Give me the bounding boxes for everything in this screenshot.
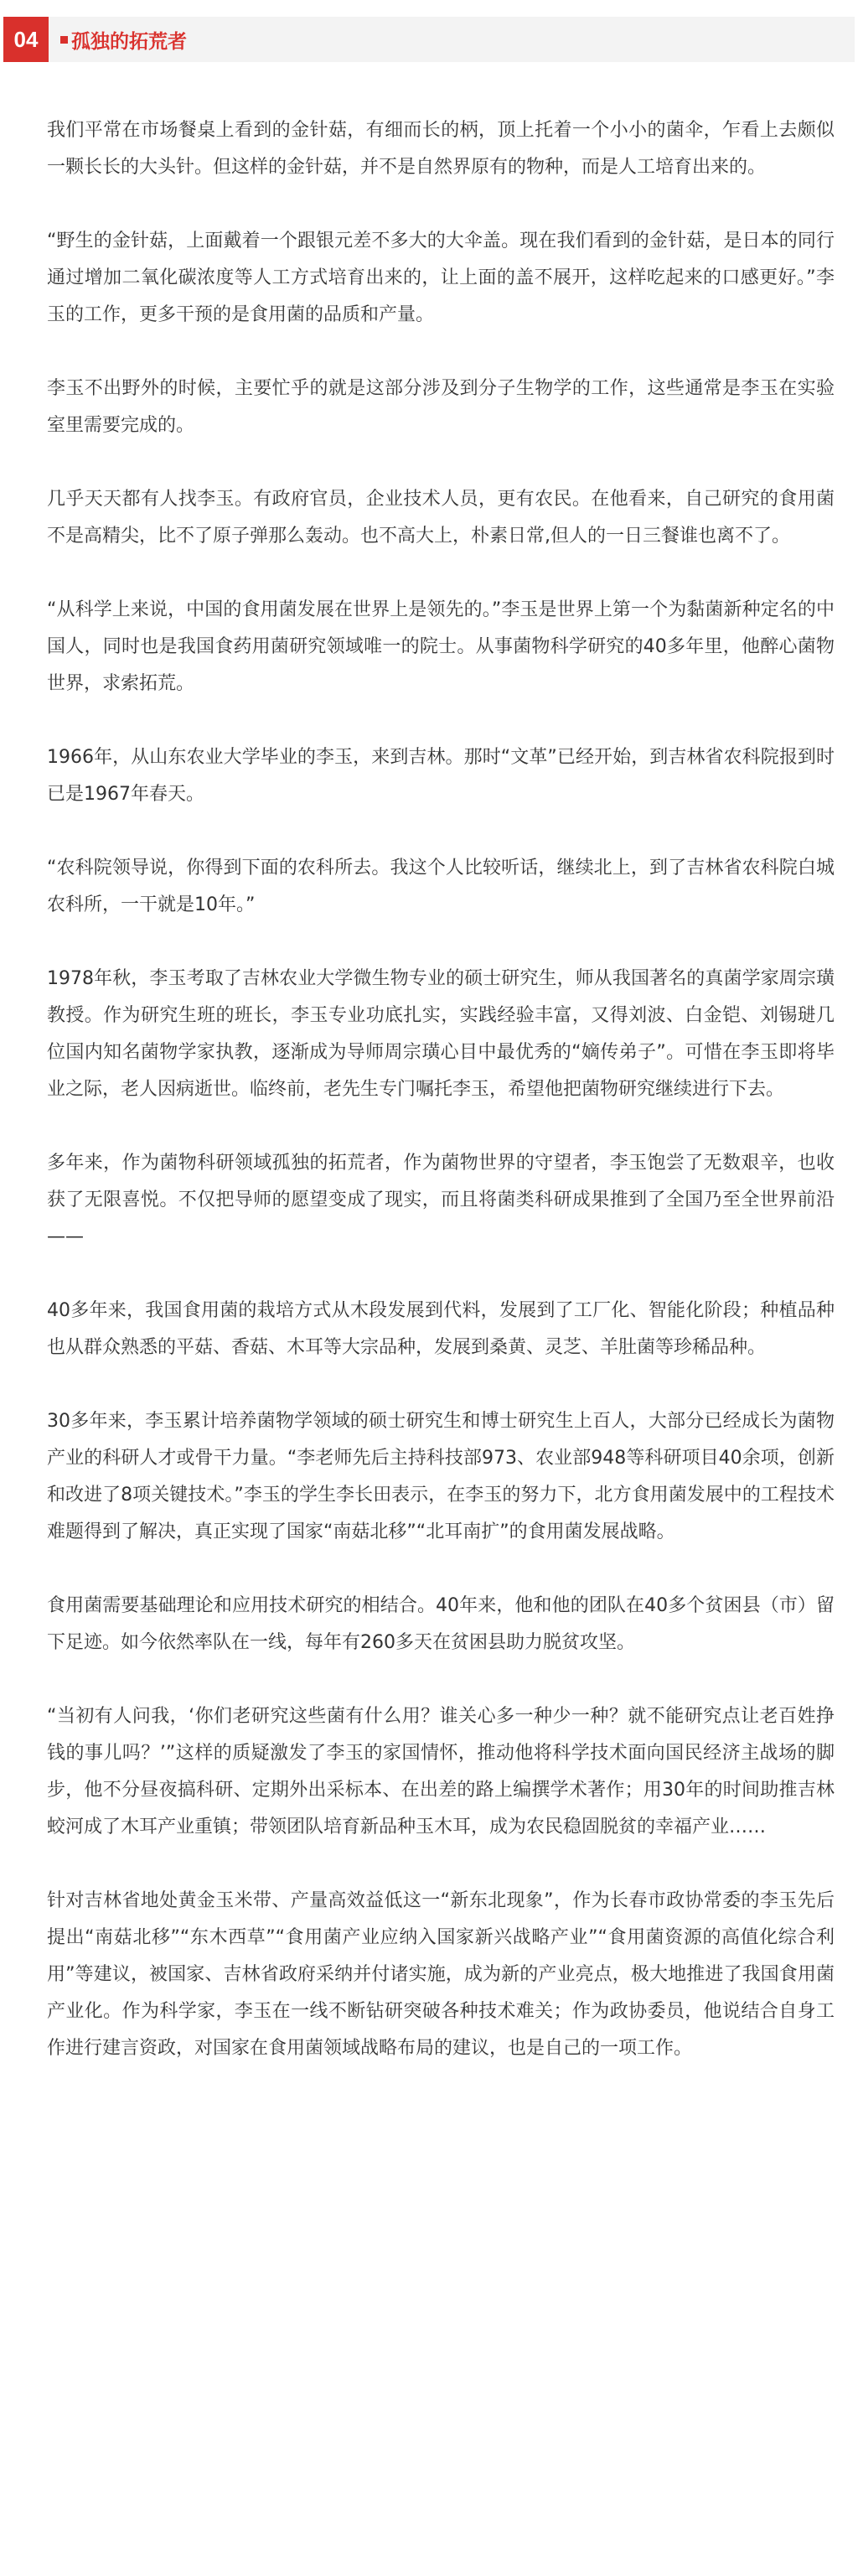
square-bullet-icon <box>60 36 68 44</box>
section-title: 孤独的拓荒者 <box>71 30 187 53</box>
paragraph: 30多年来，李玉累计培养菌物学领域的硕士研究生和博士研究生上百人，大部分已经成长为菌物产业的科研人才或骨干力量。“李老师先后主持科技部973、农业部948等科研项目40余项，创新和改进了8项关键技术。”李玉的学生李长田表示，在李玉的努力下，北方食用菌发展中的工程技术难题得到了解决，真正实现了国家“南菇北移”“北耳南扩”的食用菌发展战略。 <box>47 1411 835 1542</box>
paragraph: 我们平常在市场餐桌上看到的金针菇，有细而长的柄，顶上托着一个小小的菌伞，乍看上去颇似一颗长长的大头针。但这样的金针菇，并不是自然界原有的物种，而是人工培育出来的。 <box>47 120 835 178</box>
paragraph: 几乎天天都有人找李玉。有政府官员，企业技术人员，更有农民。在他看来，自己研究的食用菌不是高精尖，比不了原子弹那么轰动。也不高大上，朴素日常,但人的一日三餐谁也离不了。 <box>47 489 835 547</box>
paragraph: “从科学上来说，中国的食用菌发展在世界上是领先的。”李玉是世界上第一个为黏菌新种定名的中国人，同时也是我国食药用菌研究领域唯一的院士。从事菌物科学研究的40多年里，他醉心菌物世界，求索拓荒。 <box>47 599 835 694</box>
paragraph: 1966年，从山东农业大学毕业的李玉，来到吉林。那时“文革”已经开始，到吉林省农科院报到时已是1967年春天。 <box>47 747 835 805</box>
paragraph: 针对吉林省地处黄金玉米带、产量高效益低这一“新东北现象”，作为长春市政协常委的李玉先后提出“南菇北移”“东木西草”“食用菌产业应纳入国家新兴战略产业”“食用菌资源的高值化综合利用”等建议，被国家、吉林省政府采纳并付诸实施，成为新的产业亮点，极大地推进了我国食用菌产业化。作为科学家，李玉在一线不断钻研突破各种技术难关；作为政协委员，他说结合自身工作进行建言资政，对国家在食用菌领域战略布局的建议，也是自己的一项工作。 <box>47 1890 835 2059</box>
paragraph: 李玉不出野外的时候，主要忙乎的就是这部分涉及到分子生物学的工作，这些通常是李玉在实验室里需要完成的。 <box>47 378 835 436</box>
paragraph: “野生的金针菇，上面戴着一个跟银元差不多大的大伞盖。现在我们看到的金针菇，是日本的同行通过增加二氧化碳浓度等人工方式培育出来的，让上面的盖不展开，这样吃起来的口感更好。”李玉的工作，更多干预的是食用菌的品质和产量。 <box>47 231 835 325</box>
paragraph: “当初有人问我，‘你们老研究这些菌有什么用？谁关心多一种少一种？就不能研究点让老百姓挣钱的事儿吗？’”这样的质疑激发了李玉的家国情怀，推动他将科学技术面向国民经济主战场的脚步，他不分昼夜搞科研、定期外出采标本、在出差的路上编撰学术著作；用30年的时间助推吉林蛟河成了木耳产业重镇；带领团队培育新品种玉木耳，成为农民稳固脱贫的幸福产业…… <box>47 1706 835 1837</box>
paragraph: 1978年秋，李玉考取了吉林农业大学微生物专业的硕士研究生，师从我国著名的真菌学家周宗璜教授。作为研究生班的班长，李玉专业功底扎实，实践经验丰富，又得刘波、白金铠、刘锡琎几位国内知名菌物学家执教，逐渐成为导师周宗璜心目中最优秀的“嫡传弟子”。可惜在李玉即将毕业之际，老人因病逝世。临终前，老先生专门嘱托李玉，希望他把菌物研究继续进行下去。 <box>47 968 835 1100</box>
paragraph: 40多年来，我国食用菌的栽培方式从木段发展到代料，发展到了工厂化、智能化阶段；种植品种也从群众熟悉的平菇、香菇、木耳等大宗品种，发展到桑黄、灵芝、羊肚菌等珍稀品种。 <box>47 1300 835 1358</box>
section-header <box>3 17 855 62</box>
paragraph: 食用菌需要基础理论和应用技术研究的相结合。40年来，他和他的团队在40多个贫困县（市）留下足迹。如今依然率队在一线，每年有260多天在贫困县助力脱贫攻坚。 <box>47 1595 835 1653</box>
paragraph: “农科院领导说，你得到下面的农科所去。我这个人比较听话，继续北上，到了吉林省农科院白城农科所，一干就是10年。” <box>47 858 835 915</box>
section-number-badge: 04 <box>3 17 49 62</box>
article-page <box>0 17 858 2576</box>
article-body <box>3 62 855 2067</box>
paragraph: 多年来，作为菌物科研领域孤独的拓荒者，作为菌物世界的守望者，李玉饱尝了无数艰辛，也收获了无限喜悦。不仅把导师的愿望变成了现实，而且将菌类科研成果推到了全国乃至全世界前沿—— <box>47 1153 835 1247</box>
